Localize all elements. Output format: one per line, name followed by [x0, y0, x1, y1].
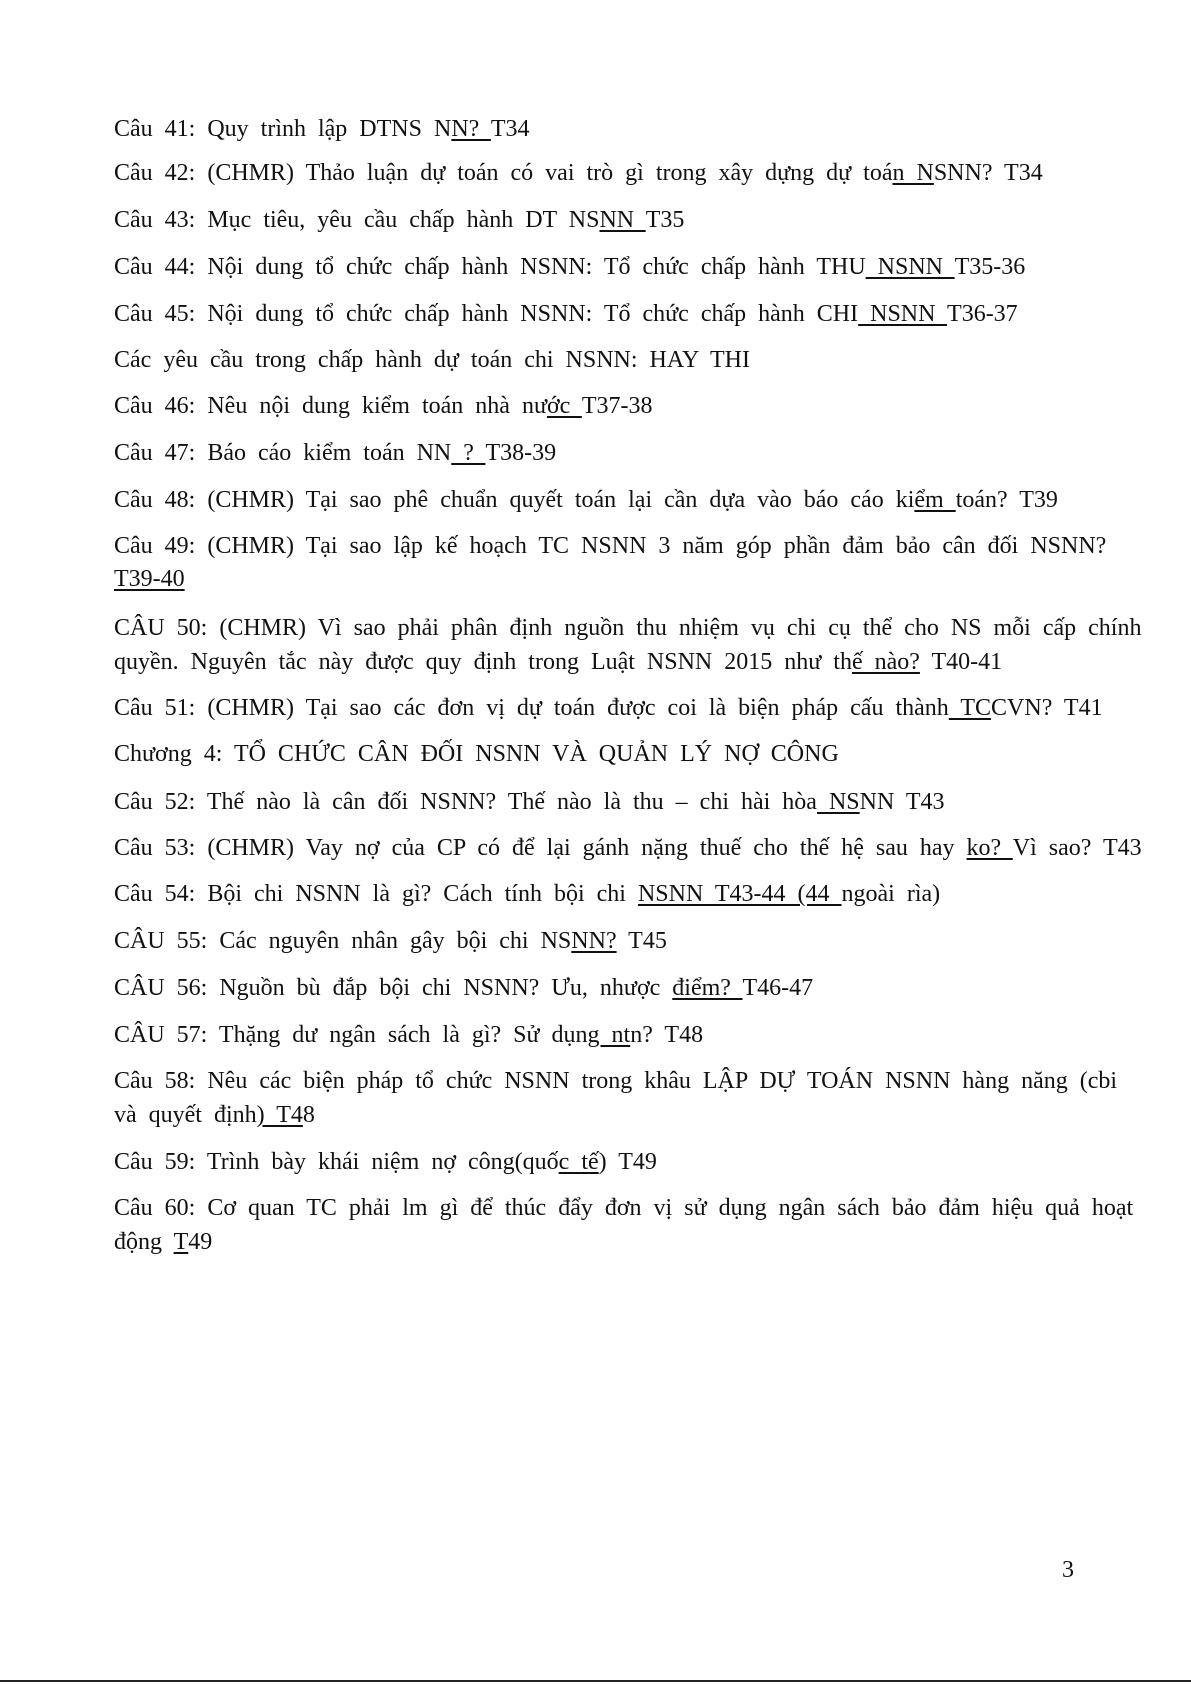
page-ref: toán? T39 — [955, 487, 1058, 513]
underlined-text: TC — [948, 695, 992, 721]
line-text: Câu 59: Trình bày khái niệm nợ công(quố — [114, 1149, 559, 1175]
line-text: Câu 53: (CHMR) Vay nợ của CP có để lại gánh nặng thuế cho thế hệ sau hay — [114, 835, 967, 861]
line-text: Câu 41: Quy trình lập DTNS N — [114, 116, 452, 142]
line-text: Câu 51: (CHMR) Tại sao các đơn vị dự toán được coi là biện pháp cấu thành — [114, 695, 949, 721]
underlined-text: ểm — [914, 487, 956, 513]
underlined-text: NN — [599, 207, 646, 233]
underlined-text: ? — [451, 440, 486, 466]
underlined-text: điểm? — [672, 975, 743, 1001]
underlined-text: ) T4 — [256, 1102, 303, 1128]
page-ref: SNN? T34 — [933, 160, 1043, 186]
underlined-text: ko? — [966, 835, 1013, 861]
question-50 — [114, 614, 1141, 642]
line-text: Câu 48: (CHMR) Tại sao phê chuẩn quyết toán lại cần dựa vào báo cáo ki — [114, 487, 915, 513]
line-text: CÂU 57: Thặng dư ngân sách là gì? Sử dụn — [114, 1022, 588, 1048]
underlined-text: g nt — [587, 1022, 631, 1048]
page-ref: T35 — [645, 207, 685, 233]
page-number: 3 — [1062, 1557, 1074, 1583]
line-text: Câu 49: (CHMR) Tại sao lập kế hoạch TC NSNN 3 năm góp phần đảm bảo cân đối NSNN? — [114, 533, 1107, 559]
underlined-text: T — [173, 1229, 189, 1255]
underlined-text: T39-40 — [114, 566, 185, 592]
underlined-text: ế nào? — [851, 649, 920, 675]
page-ref: T37-38 — [581, 393, 653, 419]
underlined-text: NS — [816, 789, 860, 815]
page-ref: 8 — [302, 1102, 315, 1128]
underlined-text: NN? — [571, 928, 617, 954]
question-58-continued — [114, 1101, 315, 1129]
page-ref: T38-39 — [485, 440, 557, 466]
page-ref: CVN? T41 — [991, 695, 1103, 721]
line-text: Câu 45: Nội dung tổ chức chấp hành NSNN: Tổ chức chấp hành CHI — [114, 301, 859, 327]
line-text: Câu 58: Nêu các biện pháp tổ chức NSNN trong khâu LẬP DỰ TOÁN NSNN hàng năng (cbi — [114, 1068, 1118, 1094]
line-text: Câu 54: Bội chi NSNN là gì? Cách tính bội chi — [114, 881, 638, 907]
question-43 — [114, 206, 684, 234]
underlined-text: ớc — [546, 393, 582, 419]
exam-note — [114, 346, 750, 374]
question-48 — [114, 486, 1058, 514]
question-57 — [114, 1021, 703, 1049]
page-ref: n? T48 — [630, 1022, 704, 1048]
underlined-text: N? — [451, 116, 491, 142]
question-54 — [114, 880, 940, 908]
line-text: Câu 52: Thế nào là cân đối NSNN? Thế nào là thu – chi hài hòa — [114, 789, 817, 815]
line-text: CÂU 50: (CHMR) Vì sao phải phân định nguồn thu nhiệm vụ chi cụ thể cho NS mỗi cấp chính — [114, 615, 1142, 641]
page-ref: ) T49 — [598, 1149, 657, 1175]
question-44 — [114, 253, 1025, 281]
question-52 — [114, 788, 945, 816]
question-56 — [114, 974, 813, 1002]
page-ref: T40-41 — [919, 649, 1003, 675]
question-49-continued — [114, 565, 185, 593]
line-text: Câu 43: Mục tiêu, yêu cầu chấp hành DT NS — [114, 207, 600, 233]
question-60 — [114, 1194, 1133, 1222]
question-45 — [114, 300, 1018, 328]
line-text: và quyết định — [114, 1102, 257, 1128]
line-text: Câu 47: Báo cáo kiểm toán NN — [114, 440, 452, 466]
question-51 — [114, 694, 1103, 722]
question-50-continued — [114, 648, 1002, 676]
line-text: CÂU 56: Nguồn bù đắp bội chi NSNN? Ưu, nhược — [114, 975, 673, 1001]
question-58 — [114, 1067, 1117, 1095]
line-text: Chương 4: TỔ CHỨC CÂN ĐỐI NSNN VÀ QUẢN LÝ NỢ CÔNG — [114, 741, 839, 767]
chapter-heading — [114, 740, 839, 768]
question-59 — [114, 1148, 657, 1176]
underlined-text: NSNN T43-44 (44 — [637, 881, 842, 907]
page-ref: Vì sao? T43 — [1012, 835, 1142, 861]
page-ref: T34 — [490, 116, 530, 142]
line-text: động — [114, 1229, 174, 1255]
page-ref: T45 — [616, 928, 667, 954]
line-text: Câu 60: Cơ quan TC phải lm gì để thúc đẩy đơn vị sử dụng ngân sách bảo đảm hiệu quả hoạt — [114, 1195, 1134, 1221]
line-text: Câu 44: Nội dung tổ chức chấp hành NSNN: Tổ chức chấp hành THU — [114, 254, 866, 280]
page-ref: ngoài rìa) — [841, 881, 941, 907]
page-ref: T35-36 — [954, 254, 1026, 280]
question-42 — [114, 159, 1043, 187]
line-text: quyền. Nguyên tắc này được quy định trong Luật NSNN 2015 như th — [114, 649, 852, 675]
underlined-text: NSNN — [865, 254, 955, 280]
line-text: Câu 42: (CHMR) Thảo luận dự toán có vai trò gì trong xây dựng dự toá — [114, 160, 893, 186]
question-46 — [114, 392, 653, 420]
line-text: Câu 46: Nêu nội dung kiểm toán nhà nư — [114, 393, 547, 419]
underlined-text: NSNN — [858, 301, 948, 327]
question-41 — [114, 115, 530, 143]
page-ref: NN T43 — [859, 789, 945, 815]
question-55 — [114, 927, 667, 955]
page-ref: T46-47 — [742, 975, 814, 1001]
underlined-text: n N — [892, 160, 934, 186]
page-ref: 49 — [188, 1229, 213, 1255]
line-text: CÂU 55: Các nguyên nhân gây bội chi NS — [114, 928, 572, 954]
underlined-text: c tế — [558, 1149, 599, 1175]
question-60-continued — [114, 1228, 212, 1256]
line-text: Các yêu cầu trong chấp hành dự toán chi NSNN: HAY THI — [114, 347, 750, 373]
question-49 — [114, 532, 1106, 560]
question-53 — [114, 834, 1142, 862]
question-47 — [114, 439, 556, 467]
page-ref: T36-37 — [947, 301, 1018, 327]
bottom-divider — [0, 1680, 1191, 1682]
